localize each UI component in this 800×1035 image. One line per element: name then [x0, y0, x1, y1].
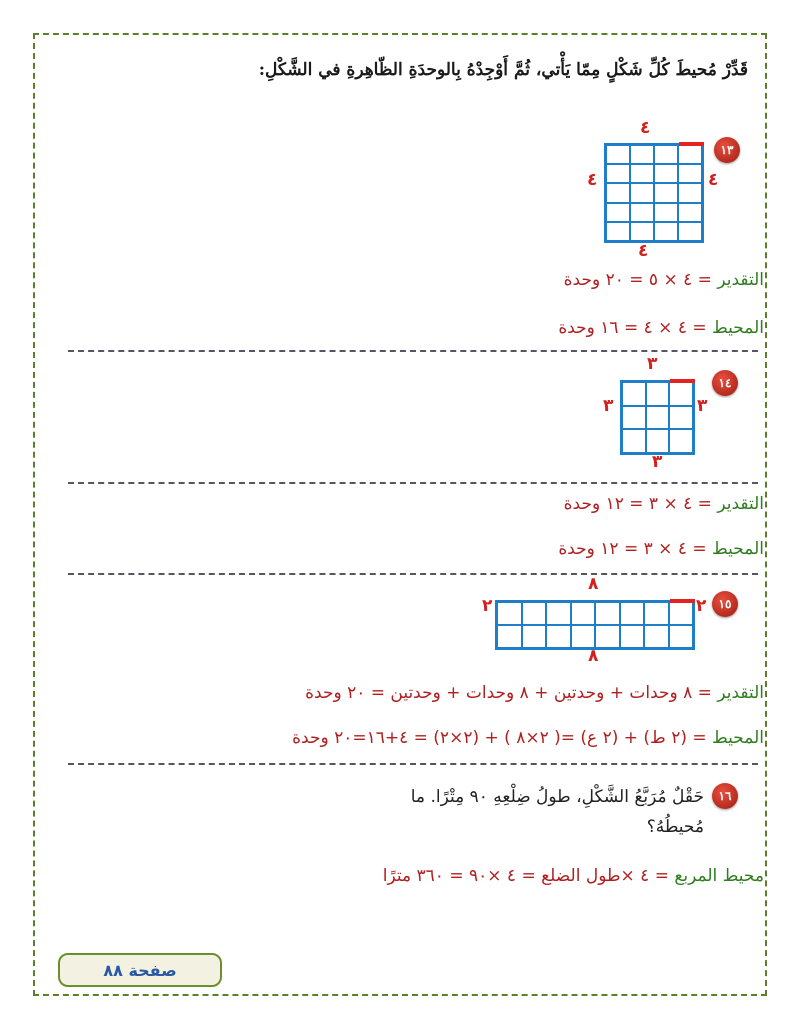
- problem-15-dim-bottom: ٨: [588, 646, 599, 666]
- problem-13-perimeter: المحيط = ٤ × ٤ = ١٦ وحدة: [558, 318, 764, 338]
- problem-14-dim-left: ٣: [603, 396, 614, 416]
- problem-13-dim-right: ٤: [708, 170, 719, 190]
- problem-13-estimate: التقدير = ٤ × ٥ = ٢٠ وحدة: [563, 270, 764, 290]
- problem-15-grid: [495, 600, 695, 650]
- instruction-text: قَدِّرْ مُحيطَ كُلِّ شَكْلٍ مِمّا يَأْتي، ثُمَّ أَوْجِدْهُ بِالوحدَةِ الظّاهِرةِ في الشَّكْلِ:: [258, 60, 748, 80]
- problem-13-dim-left: ٤: [587, 170, 598, 190]
- problem-14-dim-bottom: ٣: [652, 452, 663, 472]
- problem-15-dim-top: ٨: [588, 574, 599, 594]
- separator-3: [68, 573, 758, 575]
- problem-14-unit-marker: [670, 379, 695, 383]
- problem-14-dim-right: ٣: [697, 396, 708, 416]
- problem-14-perimeter: المحيط = ٤ × ٣ = ١٢ وحدة: [558, 539, 764, 559]
- problem-13-dim-top: ٤: [640, 118, 651, 138]
- separator-1: [68, 350, 758, 352]
- problem-15-dim-left: ٢: [482, 596, 493, 616]
- problem-13-grid: [604, 143, 704, 243]
- problem-15-dim-right: ٢: [696, 596, 707, 616]
- problem-15-unit-marker: [670, 599, 695, 603]
- page-number-label: صفحة ٨٨: [58, 953, 222, 987]
- problem-15-perimeter: المحيط = (٢ ط) + (٢ ع) =( ٢×٨ ) + (٢×٢) = ٤+١٦=٢٠ وحدة: [292, 728, 764, 748]
- separator-4: [68, 763, 758, 765]
- problem-14-dim-top: ٣: [647, 354, 658, 374]
- problem-16-question-line2: مُحيطُهُ؟: [646, 817, 704, 837]
- problem-13-badge: ١٣: [714, 137, 740, 163]
- problem-16-badge: ١٦: [712, 783, 738, 809]
- problem-14-badge: ١٤: [712, 370, 738, 396]
- problem-15-estimate: التقدير = ٨ وحدات + وحدتين + ٨ وحدات + وحدتين = ٢٠ وحدة: [305, 683, 764, 703]
- problem-14-grid: [620, 380, 695, 455]
- separator-2: [68, 482, 758, 484]
- problem-16-answer: محيط المربع = ٤ ×طول الضلع = ٤ ×٩٠ = ٣٦٠ مترًا: [382, 866, 764, 886]
- problem-15-badge: ١٥: [712, 591, 738, 617]
- problem-13-unit-marker: [679, 142, 704, 146]
- problem-13-dim-bottom: ٤: [638, 241, 649, 261]
- problem-14-estimate: التقدير = ٤ × ٣ = ١٢ وحدة: [563, 494, 764, 514]
- problem-16-question-line1: حَقْلٌ مُرَبَّعُ الشَّكْلِ، طولُ ضِلْعِهِ ٩٠ مِتْرًا. ما: [410, 787, 704, 807]
